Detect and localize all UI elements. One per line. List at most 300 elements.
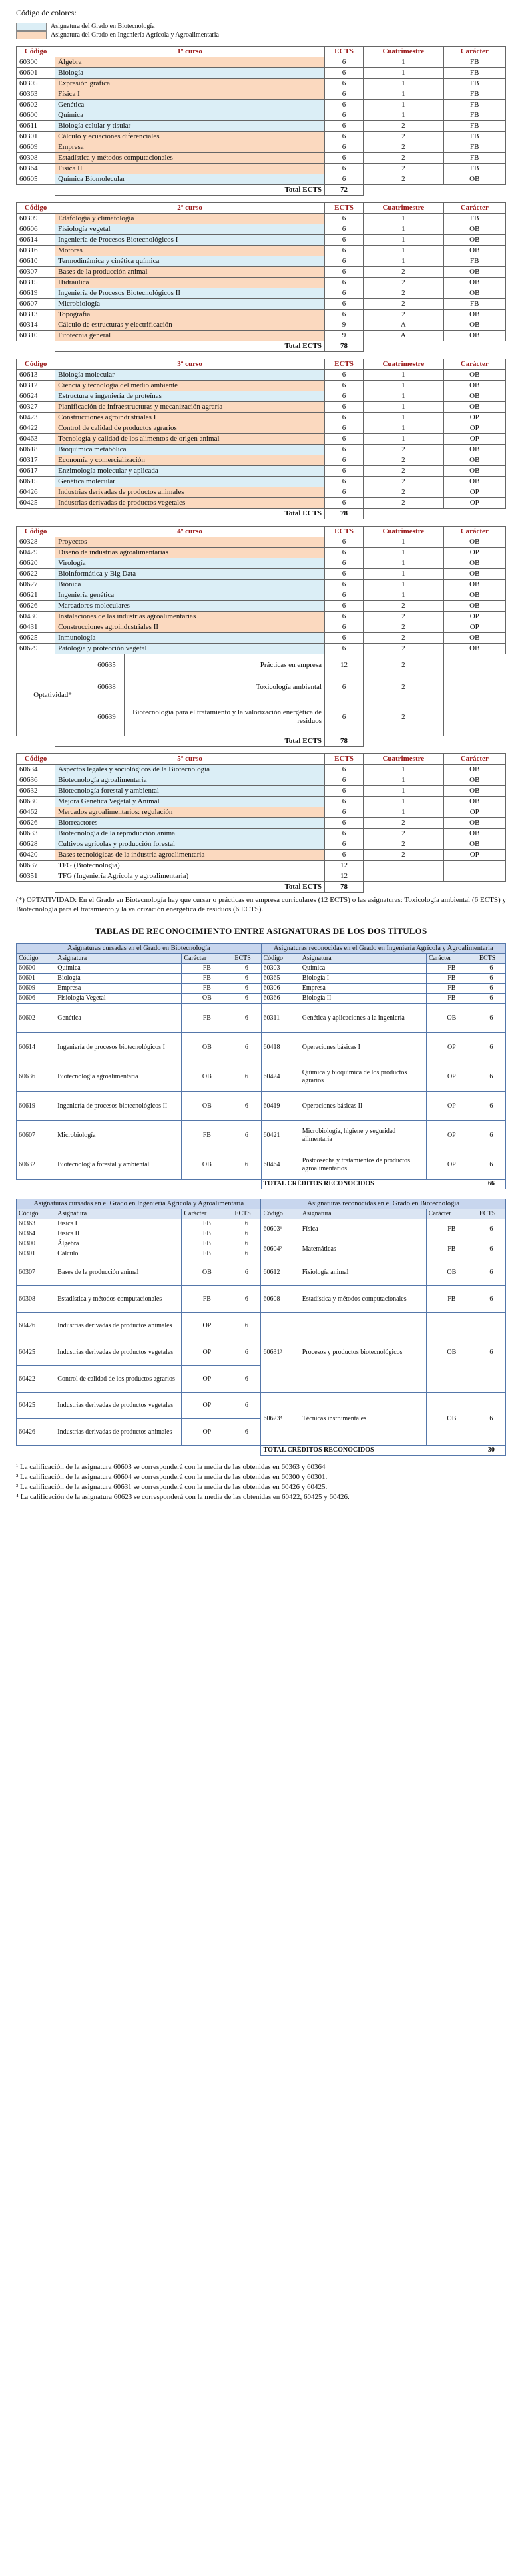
subject-code: 60423 <box>17 413 55 423</box>
subject-ects: 6 <box>324 797 363 807</box>
total-row <box>17 185 506 196</box>
subject-cell: Biotecnología forestal y ambiental <box>55 1150 182 1180</box>
table-row <box>17 110 506 121</box>
subject-cell: Biología <box>55 974 182 984</box>
subject-caracter: OB <box>443 320 505 331</box>
recognized-subject: Procesos y productos biotecnológicos <box>300 1313 426 1393</box>
subject-cuatrimestre: 1 <box>364 569 443 580</box>
optativity-cuat-value: 2 <box>364 698 443 736</box>
subject-name: Ingeniería de Procesos Biotecnológicos II <box>55 288 325 299</box>
optativity-note: (*) OPTATIVIDAD: En el Grado en Biotecnología hay que cursar o prácticas en empresa curriculares (12 ECTS) o las asignaturas: Toxicología ambiental (6 ECTS) y Biotecnología para el tratamiento y la valorización energética de residuos (6 ECTS). <box>16 896 506 913</box>
course-table <box>16 202 506 352</box>
ects-cell: 6 <box>232 1121 261 1150</box>
table-row <box>17 142 506 153</box>
subject-cell: Postcosecha y tratamientos de productos agroalimentarios <box>300 1150 426 1180</box>
subject-cuatrimestre: 2 <box>364 455 443 466</box>
subject-name: Topografía <box>55 310 325 320</box>
table-row <box>17 235 506 246</box>
subject-cuatrimestre: 2 <box>364 142 443 153</box>
caracter-cell: OP <box>182 1366 232 1393</box>
table-row <box>17 79 506 89</box>
subject-cuatrimestre: 1 <box>364 57 443 68</box>
table-row <box>17 1219 506 1229</box>
subject-caracter: OB <box>443 402 505 413</box>
subject-cuatrimestre: 1 <box>364 214 443 224</box>
header-cuatrimestre: Cuatrimestre <box>364 527 443 537</box>
subject-code: 60364 <box>17 164 55 174</box>
subject-code: 60624 <box>17 391 55 402</box>
ects-cell: 6 <box>232 1033 261 1062</box>
subject-code: 60317 <box>17 455 55 466</box>
subject-cuatrimestre: 2 <box>364 299 443 310</box>
recognized-caracter: OB <box>426 1313 477 1393</box>
ects-cell: 6 <box>477 1121 505 1150</box>
subject-cuatrimestre: A <box>364 331 443 341</box>
subject-cell: Empresa <box>300 984 426 994</box>
sub-header-ects: ECTS <box>477 1209 505 1219</box>
footnote: ¹ La calificación de la asignatura 60603 se corresponderá con la media de las obtenidas en 60363 y 60364 <box>16 1463 326 1471</box>
ects-cell: 6 <box>232 1150 261 1180</box>
subject-caracter: OB <box>443 370 505 381</box>
subject-caracter: OB <box>443 633 505 644</box>
caracter-cell: FB <box>182 984 232 994</box>
subject-cell: Biología I <box>300 974 426 984</box>
table-row <box>17 434 506 445</box>
caracter-cell: FB <box>426 964 477 974</box>
caracter-cell: FB <box>182 1219 232 1229</box>
ects-cell: 6 <box>232 1239 261 1249</box>
subject-cuatrimestre: 2 <box>364 839 443 850</box>
caracter-cell: FB <box>182 1229 232 1239</box>
subject-name: Virología <box>55 558 325 569</box>
header-course-title: 5º curso <box>55 754 325 765</box>
subject-code: 60619 <box>17 288 55 299</box>
optativity-ects <box>324 654 363 736</box>
table-row <box>17 964 506 974</box>
legend-item <box>16 22 506 31</box>
code-cell: 60602 <box>17 1004 55 1033</box>
header-course-title: 3º curso <box>55 359 325 370</box>
subject-name: Mercados agroalimentarios: regulación <box>55 807 325 818</box>
subject-ects: 6 <box>324 590 363 601</box>
total-spacer <box>364 882 506 893</box>
code-cell: 60607 <box>17 1121 55 1150</box>
subject-code: 60626 <box>17 601 55 612</box>
subject-name: Hidráulica <box>55 278 325 288</box>
subject-caracter: OP <box>443 423 505 434</box>
legend-title: Código de colores: <box>16 8 77 17</box>
subject-caracter: FB <box>443 142 505 153</box>
subject-name: Biología celular y tisular <box>55 121 325 132</box>
subject-cell: Operaciones básicas II <box>300 1092 426 1121</box>
ects-cell: 6 <box>232 1229 261 1239</box>
subject-cell: Cálculo <box>55 1249 182 1259</box>
sub-header-subject: Asignatura <box>55 1209 182 1219</box>
table-row <box>17 548 506 558</box>
total-spacer <box>364 509 506 519</box>
subject-ects: 6 <box>324 68 363 79</box>
subject-caracter: OB <box>443 267 505 278</box>
table-header-row <box>17 47 506 57</box>
header-caracter: Carácter <box>443 47 505 57</box>
table-row <box>17 994 506 1004</box>
total-spacer <box>364 341 506 352</box>
subject-ects: 6 <box>324 142 363 153</box>
subject-caracter: FB <box>443 89 505 100</box>
subject-name: Ciencia y tecnología del medio ambiente <box>55 381 325 391</box>
table-row <box>17 1259 506 1286</box>
subject-code: 60630 <box>17 797 55 807</box>
subject-name: Biotecnología agroalimentaria <box>55 775 325 786</box>
subject-caracter: OP <box>443 850 505 861</box>
header-code: Código <box>17 754 55 765</box>
table-row <box>17 121 506 132</box>
subject-ects: 6 <box>324 829 363 839</box>
subject-cuatrimestre: 1 <box>364 402 443 413</box>
subject-code: 60316 <box>17 246 55 256</box>
table-row <box>17 861 506 871</box>
subject-caracter: FB <box>443 299 505 310</box>
subject-ects: 6 <box>324 132 363 142</box>
ects-cell: 6 <box>232 974 261 984</box>
caracter-cell: OP <box>426 1033 477 1062</box>
ects-cell: 6 <box>477 1150 505 1180</box>
table-row <box>17 797 506 807</box>
ects-cell: 6 <box>232 994 261 1004</box>
subject-name: Biología <box>55 68 325 79</box>
ects-cell: 6 <box>232 1419 261 1446</box>
subject-caracter: OB <box>443 288 505 299</box>
total-spacer <box>17 1180 262 1189</box>
subject-cuatrimestre: 1 <box>364 797 443 807</box>
caracter-cell: OB <box>426 1004 477 1033</box>
table-row <box>17 807 506 818</box>
table-row <box>17 612 506 622</box>
code-cell: 60606 <box>17 994 55 1004</box>
sub-header-caracter: Carácter <box>426 954 477 964</box>
subject-caracter: OB <box>443 246 505 256</box>
code-cell: 60601 <box>17 974 55 984</box>
subject-ects: 6 <box>324 487 363 498</box>
header-cuatrimestre: Cuatrimestre <box>364 203 443 214</box>
caracter-cell: OB <box>182 1259 232 1286</box>
subject-caracter: FB <box>443 68 505 79</box>
subject-name: Inmunología <box>55 633 325 644</box>
subject-cuatrimestre: 2 <box>364 633 443 644</box>
subject-cell: Ingeniería de procesos biotecnológicos II <box>55 1092 182 1121</box>
ects-cell: 6 <box>232 1092 261 1121</box>
recognized-code: 60623⁴ <box>261 1393 300 1446</box>
subject-name: Enzimología molecular y aplicada <box>55 466 325 477</box>
code-cell: 60300 <box>17 1239 55 1249</box>
subject-name: Construcciones agroindustriales II <box>55 622 325 633</box>
subject-ects: 6 <box>324 839 363 850</box>
subject-ects: 6 <box>324 370 363 381</box>
subject-cuatrimestre: 1 <box>364 580 443 590</box>
table-row <box>17 174 506 185</box>
subject-name: Biorreactores <box>55 818 325 829</box>
subject-ects: 6 <box>324 224 363 235</box>
subject-cuatrimestre: 2 <box>364 850 443 861</box>
recognized-code: 60631³ <box>261 1313 300 1393</box>
code-cell: 60632 <box>17 1150 55 1180</box>
subject-code: 60308 <box>17 153 55 164</box>
code-cell: 60424 <box>261 1062 300 1092</box>
subject-cuatrimestre: 1 <box>364 68 443 79</box>
recognition-table <box>16 1199 506 1456</box>
subject-code: 60613 <box>17 370 55 381</box>
ects-cell: 6 <box>477 1004 505 1033</box>
subject-cuatrimestre: 1 <box>364 381 443 391</box>
subject-caracter: OB <box>443 580 505 590</box>
subject-ects: 12 <box>324 861 363 871</box>
subject-name: Química <box>55 110 325 121</box>
table-header-row <box>17 359 506 370</box>
table-row <box>17 477 506 487</box>
table-row <box>17 288 506 299</box>
header-ects: ECTS <box>324 47 363 57</box>
subject-caracter: FB <box>443 214 505 224</box>
subject-code: 60609 <box>17 142 55 153</box>
subject-code: 60610 <box>17 256 55 267</box>
subject-ects: 6 <box>324 445 363 455</box>
subject-cuatrimestre: A <box>364 320 443 331</box>
header-code: Código <box>17 203 55 214</box>
subject-cuatrimestre: 2 <box>364 466 443 477</box>
subject-ects: 6 <box>324 79 363 89</box>
caracter-cell: OB <box>182 1092 232 1121</box>
subject-ects: 6 <box>324 57 363 68</box>
table-row <box>17 498 506 509</box>
footnote: ⁴ La calificación de la asignatura 60623 se corresponderá con la media de las obtenidas en 60422, 60425 y 60426. <box>16 1493 350 1501</box>
subject-caracter: FB <box>443 100 505 110</box>
legend-swatch-agri <box>16 31 47 39</box>
caracter-cell: OP <box>182 1313 232 1339</box>
subject-cuatrimestre: 2 <box>364 487 443 498</box>
subject-code: 60634 <box>17 765 55 775</box>
subject-cuatrimestre: 2 <box>364 132 443 142</box>
subject-ects: 6 <box>324 256 363 267</box>
table-row <box>17 580 506 590</box>
subject-ects: 6 <box>324 569 363 580</box>
table-row <box>17 1239 506 1249</box>
code-cell: 60426 <box>17 1313 55 1339</box>
code-cell: 60609 <box>17 984 55 994</box>
subject-code: 60307 <box>17 267 55 278</box>
code-cell: 60306 <box>261 984 300 994</box>
subject-cuatrimestre: 1 <box>364 224 443 235</box>
subject-code: 60429 <box>17 548 55 558</box>
table-row <box>17 569 506 580</box>
course-table <box>16 753 506 893</box>
caracter-cell: OB <box>182 1062 232 1092</box>
right-header: Asignaturas reconocidas en el Grado en Biotecnología <box>261 1199 506 1209</box>
optativity-subject: Prácticas en empresa <box>260 660 322 669</box>
subject-cell: Operaciones básicas I <box>300 1033 426 1062</box>
subject-cuatrimestre: 1 <box>364 79 443 89</box>
subject-caracter: FB <box>443 121 505 132</box>
subject-caracter: OP <box>443 434 505 445</box>
subject-code: 60625 <box>17 633 55 644</box>
table-row <box>17 601 506 612</box>
course-tables <box>16 46 506 893</box>
recognized-ects: 6 <box>477 1239 505 1259</box>
table-row <box>17 153 506 164</box>
table-row <box>17 466 506 477</box>
total-spacer <box>17 882 55 893</box>
left-header: Asignaturas cursadas en el Grado en Biotecnología <box>17 944 262 954</box>
subject-code: 60618 <box>17 445 55 455</box>
ects-cell: 6 <box>477 984 505 994</box>
code-cell: 60364 <box>17 1229 55 1239</box>
table-row <box>17 1062 506 1092</box>
subject-code: 60422 <box>17 423 55 434</box>
code-cell: 60421 <box>261 1121 300 1150</box>
subject-cuatrimestre: 2 <box>364 267 443 278</box>
subject-code: 60314 <box>17 320 55 331</box>
header-course-title: 2º curso <box>55 203 325 214</box>
subject-name: Tecnología y calidad de los alimentos de origen animal <box>55 434 325 445</box>
subject-name: Control de calidad de productos agrarios <box>55 423 325 434</box>
table-row <box>17 310 506 320</box>
table-row <box>17 256 506 267</box>
subject-code: 60626 <box>17 818 55 829</box>
subject-name: Ingeniería de Procesos Biotecnológicos I <box>55 235 325 246</box>
subject-ects: 6 <box>324 786 363 797</box>
subject-code: 60426 <box>17 487 55 498</box>
caracter-cell: OB <box>182 1150 232 1180</box>
subject-caracter: OB <box>443 601 505 612</box>
header-ects: ECTS <box>324 754 363 765</box>
total-spacer <box>17 185 55 196</box>
sub-header-ects: ECTS <box>232 954 261 964</box>
header-caracter: Carácter <box>443 359 505 370</box>
optativity-cuat-value: 2 <box>364 676 443 698</box>
subject-name: Diseño de industrias agroalimentarias <box>55 548 325 558</box>
table-row <box>17 391 506 402</box>
subject-caracter: FB <box>443 57 505 68</box>
subject-ects: 6 <box>324 537 363 548</box>
subject-ects: 6 <box>324 381 363 391</box>
table-row <box>17 370 506 381</box>
recognized-subject: Técnicas instrumentales <box>300 1393 426 1446</box>
table-row <box>17 818 506 829</box>
subject-name: Construcciones agroindustriales I <box>55 413 325 423</box>
code-cell: 60301 <box>17 1249 55 1259</box>
caracter-cell: FB <box>182 1004 232 1033</box>
sub-header-caracter: Carácter <box>182 1209 232 1219</box>
subject-name: Planificación de infraestructuras y mecanización agraria <box>55 402 325 413</box>
subject-caracter: OP <box>443 807 505 818</box>
subject-cell: Física I <box>55 1219 182 1229</box>
table-row <box>17 1286 506 1313</box>
course-table <box>16 526 506 747</box>
course-table <box>16 359 506 519</box>
subject-cuatrimestre: 1 <box>364 434 443 445</box>
code-cell: 60365 <box>261 974 300 984</box>
subject-caracter: OB <box>443 391 505 402</box>
sub-header-ects: ECTS <box>232 1209 261 1219</box>
header-caracter: Carácter <box>443 203 505 214</box>
ects-cell: 6 <box>477 994 505 1004</box>
subject-ects: 6 <box>324 288 363 299</box>
subject-cell: Genética <box>55 1004 182 1033</box>
ects-cell: 6 <box>232 984 261 994</box>
subject-caracter: OP <box>443 498 505 509</box>
subject-name: TFG (Ingeniería Agrícola y agroalimentaria) <box>55 871 325 882</box>
subject-caracter: OB <box>443 765 505 775</box>
optativity-subject: Toxicología ambiental <box>125 676 324 698</box>
table-row <box>17 850 506 861</box>
table-row <box>17 1033 506 1062</box>
subject-cell: Industrias derivadas de productos animales <box>55 1313 182 1339</box>
subject-cuatrimestre: 1 <box>364 775 443 786</box>
subject-name: Motores <box>55 246 325 256</box>
subject-cuatrimestre: 1 <box>364 235 443 246</box>
caracter-cell: OP <box>426 1092 477 1121</box>
subject-name: Fisiología vegetal <box>55 224 325 235</box>
ects-cell: 6 <box>232 964 261 974</box>
subject-name: Química Biomolecular <box>55 174 325 185</box>
caracter-cell: FB <box>182 1121 232 1150</box>
ects-cell: 6 <box>232 1259 261 1286</box>
subject-ects: 6 <box>324 267 363 278</box>
subject-cuatrimestre: 1 <box>364 246 443 256</box>
legend-swatch-biotech <box>16 23 47 31</box>
code-cell: 60425 <box>17 1393 55 1419</box>
ects-cell: 6 <box>232 1249 261 1259</box>
subject-code: 60312 <box>17 381 55 391</box>
subject-code: 60420 <box>17 850 55 861</box>
sub-header-code: Código <box>17 1209 55 1219</box>
subject-name: Empresa <box>55 142 325 153</box>
legend <box>16 8 506 39</box>
subject-caracter: OB <box>443 590 505 601</box>
subject-code: 60606 <box>17 224 55 235</box>
subject-caracter: FB <box>443 79 505 89</box>
subject-ects: 6 <box>324 601 363 612</box>
subject-ects: 6 <box>324 455 363 466</box>
ects-cell: 6 <box>232 1393 261 1419</box>
subject-ects: 6 <box>324 174 363 185</box>
recognized-caracter: FB <box>426 1239 477 1259</box>
recognized-subject: Fisiología animal <box>300 1259 426 1286</box>
recognized-code: 60604² <box>261 1239 300 1259</box>
recognized-caracter: OB <box>426 1259 477 1286</box>
table-row <box>17 413 506 423</box>
subject-ects: 6 <box>324 775 363 786</box>
subject-caracter: OB <box>443 569 505 580</box>
subject-cell: Química <box>55 964 182 974</box>
sub-header-caracter: Carácter <box>182 954 232 964</box>
subject-code: 60602 <box>17 100 55 110</box>
subject-cuatrimestre: 1 <box>364 548 443 558</box>
subject-cell: Álgebra <box>55 1239 182 1249</box>
optativity-code: 60638 <box>89 676 125 698</box>
subject-ects: 6 <box>324 246 363 256</box>
ects-cell: 6 <box>232 1004 261 1033</box>
total-value: 78 <box>324 736 363 747</box>
total-spacer <box>17 736 55 747</box>
table-row <box>17 320 506 331</box>
recognized-ects: 6 <box>477 1313 505 1393</box>
table-row <box>17 974 506 984</box>
subject-caracter: OB <box>443 445 505 455</box>
subject-ects: 6 <box>324 580 363 590</box>
subject-caracter: OP <box>443 413 505 423</box>
caracter-cell: FB <box>182 974 232 984</box>
subject-cuatrimestre: 2 <box>364 288 443 299</box>
